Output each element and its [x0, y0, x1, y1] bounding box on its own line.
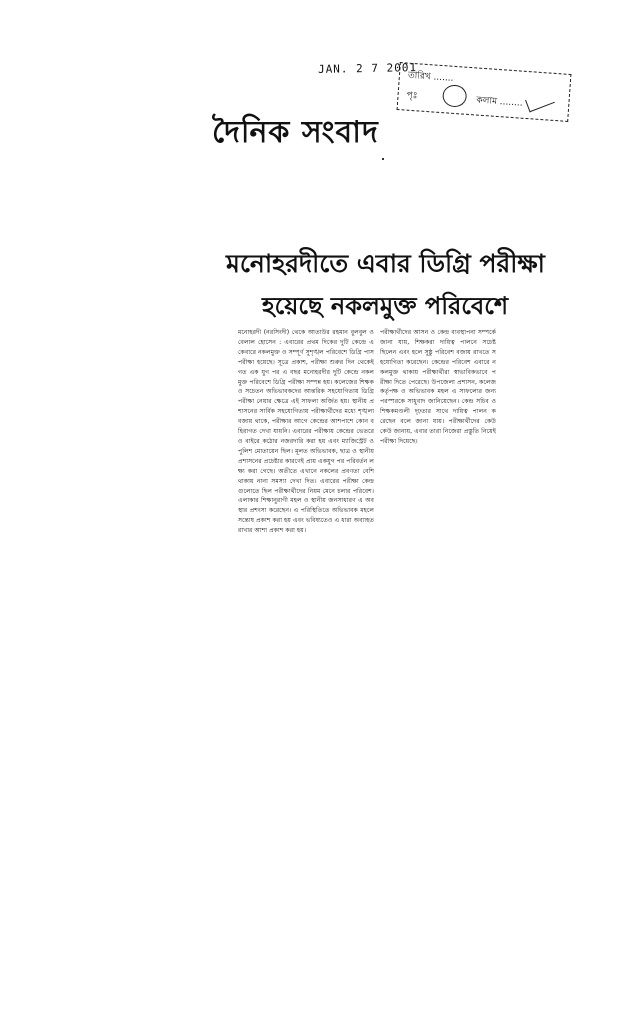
article-body-right: পরীক্ষার্থীদের আসন ও কেন্দ্র ব্যবস্থাপনা সম্পর্কে জানা যায়, শিক্ষকরা দায়িত্ব পালনে সচেষ্ট ছিলেন এবং হলে সুষ্ঠু পরিবেশ বজায় রাখতে সহযোগিতা করেছেন। কেন্দ্রের পরিবেশ এবারে নকলমুক্ত থাকায় পরীক্ষার্থীরা স্বাভাবিকভাবে পরীক্ষা দিতে পেরেছে। উপজেলা প্রশাসন, কলেজ কর্তৃপক্ষ ও অভিভাবক মহল এ সাফল্যের জন্য পরস্পরকে সাধুবাদ জানিয়েছেন। কেন্দ্র সচিব ও শিক্ষকমণ্ডলী দৃঢ়তার সাথে দায়িত্ব পালন করেছেন বলে জানা যায়। পরীক্ষার্থীদের কেউ কেউ জানায়, এবার তারা নিজেরা প্রস্তুতি নিয়েই পরীক্ষা দিয়েছে।	[380, 329, 496, 445]
stamp-circle-mark	[442, 84, 467, 108]
article-body-left: মনোহরদী (নরসিংদী) থেকে আতাউর রহমান বুলবুল ও বেলাল হোসেন : এবারের প্রথম দিকের দুটি কেন্দ্রে একেবারে নকলমুক্ত ও সম্পূর্ণ সুশৃঙ্খল পরিবেশে ডিগ্রি পাস পরীক্ষা হয়েছে। সূত্রে প্রকাশ, পরীক্ষা শুরুর দিন থেকেই গত এক যুগ পর এ বছর মনোহরদীর দুটি কেন্দ্রে নকলমুক্ত পরিবেশে ডিগ্রি পরীক্ষা সম্পন্ন হয়। কলেজের শিক্ষক ও সচেতন অভিভাবকদের আন্তরিক সহযোগিতায় ডিগ্রি পরীক্ষা নেয়ার ক্ষেত্রে এই সাফল্য অর্জিত হয়। স্থানীয় প্রশাসনের সার্বিক সহযোগিতায় পরীক্ষার্থীদের মধ্যে শৃঙ্খলা বজায় থাকে, পরীক্ষার আগে কেন্দ্রের আশপাশে কোন বহিরাগত দেখা যায়নি। এবারের পরীক্ষায় কেন্দ্রের ভেতরে ও বাইরে কঠোর নজরদারি করা হয় এবং ম্যাজিস্ট্রেট ও পুলিশ মোতায়েন ছিল। মূলত অভিভাবক, ছাত্র ও স্থানীয় প্রশাসনের প্রচেষ্টার কারণেই প্রায় একযুগ পর পরিবর্তন লক্ষ্য করা গেছে। অতীতে এখানে নকলের প্রবণতা বেশি থাকায় নানা সমস্যা দেখা দিত। এবারের পরীক্ষা কেন্দ্রগুলোতে ছিল পরীক্ষার্থীদের নিয়ম মেনে চলার পরিবেশ। এলাকার শিক্ষানুরাগী মহল ও স্থানীয় জনসাধারণ এ অবস্থার প্রশংসা করেছেন। এ পরিস্থিতিতে অভিভাবক মহলে সন্তোষ প্রকাশ করা হয় এবং ভবিষ্যতেও এ ধারা অব্যাহত রাখার আশা প্রকাশ করা হয়।	[238, 329, 374, 535]
article-column-left	[238, 328, 374, 706]
stamp-date-field: তারিখ .......	[407, 70, 454, 84]
newspaper-masthead: দৈনিক সংবাদ	[212, 115, 379, 150]
archive-reference-stamp	[397, 62, 572, 122]
scan-speck	[382, 158, 384, 160]
article-column-right	[380, 328, 496, 510]
stamp-page-field: পৃঃ	[406, 90, 418, 102]
stamp-tick-mark	[525, 91, 555, 113]
date-stamp: JAN. 2 7 2001	[317, 61, 418, 76]
article-headline-line-2: হয়েছে নকলমুক্ত পরিবেশে	[262, 292, 509, 320]
article-headline-line-1: মনোহরদীতে এবার ডিগ্রি পরীক্ষা	[226, 249, 545, 278]
stamp-column-field: কলাম ........	[476, 95, 523, 109]
